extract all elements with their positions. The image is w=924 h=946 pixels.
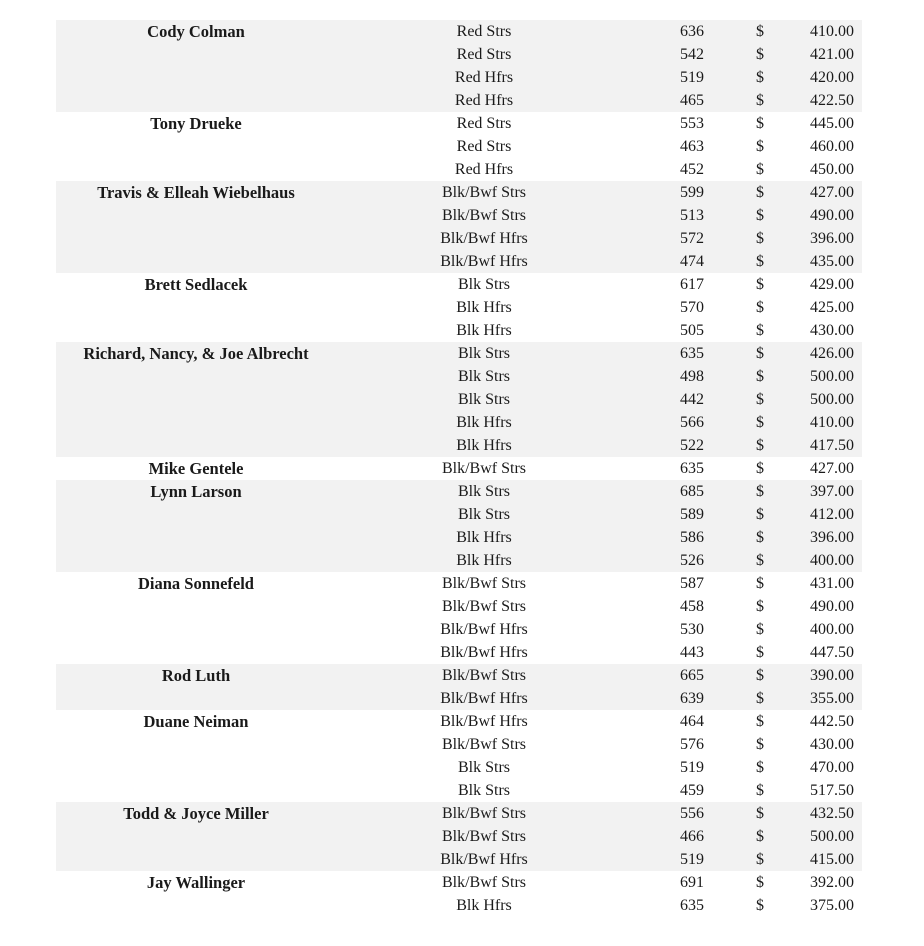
weight-value: 505	[680, 322, 704, 339]
table-row	[56, 342, 862, 365]
table-row	[56, 687, 862, 710]
currency-symbol: $	[756, 138, 764, 155]
price-value: 410.00	[810, 414, 854, 431]
price-value: 375.00	[810, 897, 854, 914]
cattle-type: Blk/Bwf Strs	[441, 207, 526, 224]
weight-value: 498	[680, 368, 704, 385]
seller-name: Rod Luth	[161, 666, 231, 685]
cattle-type: Blk/Bwf Hfrs	[440, 230, 528, 247]
cattle-type: Red Strs	[456, 115, 512, 132]
weight-value: 513	[680, 207, 704, 224]
cattle-type: Blk Strs	[457, 391, 510, 408]
table-row	[56, 112, 862, 135]
currency-symbol: $	[756, 368, 764, 385]
weight-value: 570	[680, 299, 704, 316]
cattle-type: Blk/Bwf Strs	[441, 828, 526, 845]
currency-symbol: $	[756, 276, 764, 293]
cattle-type: Blk Hfrs	[456, 299, 512, 316]
weight-value: 635	[680, 460, 704, 477]
table-row	[56, 480, 862, 503]
seller-group	[56, 112, 862, 181]
price-value: 435.00	[810, 253, 854, 270]
cattle-type: Blk Hfrs	[456, 322, 512, 339]
table-row	[56, 250, 862, 273]
price-value: 460.00	[810, 138, 854, 155]
price-value: 430.00	[810, 736, 854, 753]
price-value: 412.00	[810, 506, 854, 523]
price-value: 420.00	[810, 69, 854, 86]
table-row	[56, 848, 862, 871]
weight-value: 463	[680, 138, 704, 155]
weight-value: 635	[680, 897, 704, 914]
weight-value: 452	[680, 161, 704, 178]
weight-value: 566	[680, 414, 704, 431]
weight-value: 636	[680, 23, 704, 40]
seller-name: Diana Sonnefeld	[138, 574, 254, 593]
currency-symbol: $	[756, 23, 764, 40]
cattle-type: Blk/Bwf Hfrs	[440, 253, 528, 270]
table-row	[56, 641, 862, 664]
cattle-type: Blk Strs	[457, 276, 510, 293]
table-row	[56, 204, 862, 227]
table-row	[56, 733, 862, 756]
weight-value: 586	[680, 529, 704, 546]
weight-value: 691	[680, 874, 704, 891]
weight-value: 522	[680, 437, 704, 454]
currency-symbol: $	[756, 322, 764, 339]
table-row	[56, 158, 862, 181]
weight-value: 464	[680, 713, 704, 730]
price-value: 490.00	[810, 598, 854, 615]
currency-symbol: $	[756, 92, 764, 109]
weight-value: 685	[680, 483, 704, 500]
table-row	[56, 526, 862, 549]
price-value: 397.00	[810, 483, 854, 500]
currency-symbol: $	[756, 575, 764, 592]
table-row	[56, 227, 862, 250]
table-row	[56, 43, 862, 66]
cattle-type: Blk Strs	[457, 782, 510, 799]
cattle-type: Blk/Bwf Strs	[441, 805, 526, 822]
price-value: 500.00	[810, 368, 854, 385]
table-row	[56, 296, 862, 319]
weight-value: 519	[680, 759, 704, 776]
table-row	[56, 20, 862, 43]
cattle-type: Blk Hfrs	[456, 897, 512, 914]
cattle-type: Blk Strs	[457, 368, 510, 385]
cattle-type: Blk Hfrs	[456, 552, 512, 569]
currency-symbol: $	[756, 437, 764, 454]
price-value: 442.50	[810, 713, 854, 730]
cattle-type: Red Hfrs	[454, 69, 514, 86]
price-value: 415.00	[810, 851, 854, 868]
table-row	[56, 66, 862, 89]
price-value: 431.00	[810, 575, 854, 592]
currency-symbol: $	[756, 782, 764, 799]
price-value: 490.00	[810, 207, 854, 224]
table-row	[56, 411, 862, 434]
table-row	[56, 434, 862, 457]
table-row	[56, 618, 862, 641]
cattle-type: Blk Hfrs	[456, 437, 512, 454]
currency-symbol: $	[756, 598, 764, 615]
price-value: 430.00	[810, 322, 854, 339]
currency-symbol: $	[756, 46, 764, 63]
weight-value: 474	[680, 253, 704, 270]
seller-name: Richard, Nancy, & Joe Albrecht	[83, 344, 309, 363]
cattle-type: Blk/Bwf Strs	[441, 575, 526, 592]
currency-symbol: $	[756, 644, 764, 661]
price-value: 421.00	[810, 46, 854, 63]
weight-value: 519	[680, 851, 704, 868]
weight-value: 530	[680, 621, 704, 638]
currency-symbol: $	[756, 483, 764, 500]
price-value: 450.00	[810, 161, 854, 178]
cattle-type: Blk Hfrs	[456, 414, 512, 431]
seller-group	[56, 20, 862, 112]
currency-symbol: $	[756, 506, 764, 523]
seller-name: Duane Neiman	[143, 712, 249, 731]
seller-name: Jay Wallinger	[146, 873, 246, 892]
table-row	[56, 595, 862, 618]
price-value: 470.00	[810, 759, 854, 776]
seller-group	[56, 480, 862, 572]
cattle-type: Red Hfrs	[454, 161, 514, 178]
price-value: 390.00	[810, 667, 854, 684]
price-value: 427.00	[810, 460, 854, 477]
weight-value: 466	[680, 828, 704, 845]
weight-value: 576	[680, 736, 704, 753]
table-row	[56, 664, 862, 687]
weight-value: 443	[680, 644, 704, 661]
table-row	[56, 894, 862, 917]
currency-symbol: $	[756, 161, 764, 178]
currency-symbol: $	[756, 253, 764, 270]
weight-value: 526	[680, 552, 704, 569]
currency-symbol: $	[756, 207, 764, 224]
cattle-type: Blk/Bwf Strs	[441, 667, 526, 684]
currency-symbol: $	[756, 345, 764, 362]
price-value: 445.00	[810, 115, 854, 132]
price-value: 400.00	[810, 552, 854, 569]
weight-value: 599	[680, 184, 704, 201]
seller-group	[56, 457, 862, 480]
price-value: 432.50	[810, 805, 854, 822]
seller-group	[56, 664, 862, 710]
currency-symbol: $	[756, 851, 764, 868]
table-row	[56, 503, 862, 526]
cattle-type: Blk/Bwf Strs	[441, 184, 526, 201]
seller-group	[56, 802, 862, 871]
table-row	[56, 871, 862, 894]
price-value: 447.50	[810, 644, 854, 661]
seller-name: Todd & Joyce Miller	[123, 804, 269, 823]
table-row	[56, 779, 862, 802]
price-value: 422.50	[810, 92, 854, 109]
price-value: 396.00	[810, 230, 854, 247]
weight-value: 459	[680, 782, 704, 799]
weight-value: 639	[680, 690, 704, 707]
price-value: 392.00	[810, 874, 854, 891]
price-value: 517.50	[810, 782, 854, 799]
table-row	[56, 802, 862, 825]
table-row	[56, 572, 862, 595]
currency-symbol: $	[756, 736, 764, 753]
table-row	[56, 89, 862, 112]
currency-symbol: $	[756, 805, 764, 822]
cattle-type: Blk/Bwf Strs	[441, 736, 526, 753]
cattle-type: Blk/Bwf Strs	[441, 874, 526, 891]
table-row	[56, 388, 862, 411]
seller-group	[56, 572, 862, 664]
table-row	[56, 273, 862, 296]
cattle-type: Blk/Bwf Hfrs	[440, 644, 528, 661]
currency-symbol: $	[756, 69, 764, 86]
price-value: 426.00	[810, 345, 854, 362]
seller-name: Cody Colman	[147, 22, 245, 41]
table-row	[56, 365, 862, 388]
price-value: 410.00	[810, 23, 854, 40]
seller-name: Mike Gentele	[148, 459, 244, 478]
seller-name: Brett Sedlacek	[144, 275, 248, 294]
table-row	[56, 756, 862, 779]
price-value: 500.00	[810, 391, 854, 408]
weight-value: 458	[680, 598, 704, 615]
weight-value: 587	[680, 575, 704, 592]
table-row	[56, 710, 862, 733]
table-row	[56, 825, 862, 848]
seller-name: Lynn Larson	[150, 482, 242, 501]
currency-symbol: $	[756, 460, 764, 477]
price-value: 400.00	[810, 621, 854, 638]
seller-name: Tony Drueke	[150, 114, 242, 133]
weight-value: 442	[680, 391, 704, 408]
cattle-type: Red Strs	[456, 46, 512, 63]
table-row	[56, 319, 862, 342]
currency-symbol: $	[756, 115, 764, 132]
weight-value: 635	[680, 345, 704, 362]
seller-group	[56, 181, 862, 273]
cattle-type: Blk Hfrs	[456, 529, 512, 546]
cattle-type: Blk/Bwf Hfrs	[440, 713, 528, 730]
cattle-type: Blk/Bwf Hfrs	[440, 621, 528, 638]
seller-group	[56, 273, 862, 342]
currency-symbol: $	[756, 828, 764, 845]
cattle-type: Blk/Bwf Strs	[441, 598, 526, 615]
weight-value: 519	[680, 69, 704, 86]
weight-value: 556	[680, 805, 704, 822]
cattle-type: Blk Strs	[457, 483, 510, 500]
weight-value: 572	[680, 230, 704, 247]
price-value: 429.00	[810, 276, 854, 293]
price-value: 355.00	[810, 690, 854, 707]
cattle-type: Blk/Bwf Hfrs	[440, 690, 528, 707]
cattle-type: Blk/Bwf Hfrs	[440, 851, 528, 868]
table-row	[56, 549, 862, 572]
price-value: 425.00	[810, 299, 854, 316]
table-row	[56, 135, 862, 158]
cattle-type: Red Strs	[456, 23, 512, 40]
weight-value: 542	[680, 46, 704, 63]
weight-value: 665	[680, 667, 704, 684]
price-value: 396.00	[810, 529, 854, 546]
cattle-type: Blk Strs	[457, 506, 510, 523]
currency-symbol: $	[756, 713, 764, 730]
table-row	[56, 457, 862, 480]
weight-value: 465	[680, 92, 704, 109]
currency-symbol: $	[756, 184, 764, 201]
seller-group	[56, 710, 862, 802]
currency-symbol: $	[756, 621, 764, 638]
cattle-type: Blk/Bwf Strs	[441, 460, 526, 477]
seller-name: Travis & Elleah Wiebelhaus	[97, 183, 295, 202]
currency-symbol: $	[756, 529, 764, 546]
currency-symbol: $	[756, 897, 764, 914]
price-value: 500.00	[810, 828, 854, 845]
seller-group	[56, 871, 862, 917]
currency-symbol: $	[756, 690, 764, 707]
currency-symbol: $	[756, 667, 764, 684]
currency-symbol: $	[756, 230, 764, 247]
currency-symbol: $	[756, 391, 764, 408]
cattle-type: Blk Strs	[457, 759, 510, 776]
sales-table	[56, 20, 862, 917]
cattle-type: Red Strs	[456, 138, 512, 155]
weight-value: 553	[680, 115, 704, 132]
weight-value: 617	[680, 276, 704, 293]
table-row	[56, 181, 862, 204]
currency-symbol: $	[756, 414, 764, 431]
cattle-type: Red Hfrs	[454, 92, 514, 109]
weight-value: 589	[680, 506, 704, 523]
price-value: 417.50	[810, 437, 854, 454]
cattle-type: Blk Strs	[457, 345, 510, 362]
price-value: 427.00	[810, 184, 854, 201]
currency-symbol: $	[756, 759, 764, 776]
currency-symbol: $	[756, 874, 764, 891]
currency-symbol: $	[756, 552, 764, 569]
seller-group	[56, 342, 862, 457]
currency-symbol: $	[756, 299, 764, 316]
